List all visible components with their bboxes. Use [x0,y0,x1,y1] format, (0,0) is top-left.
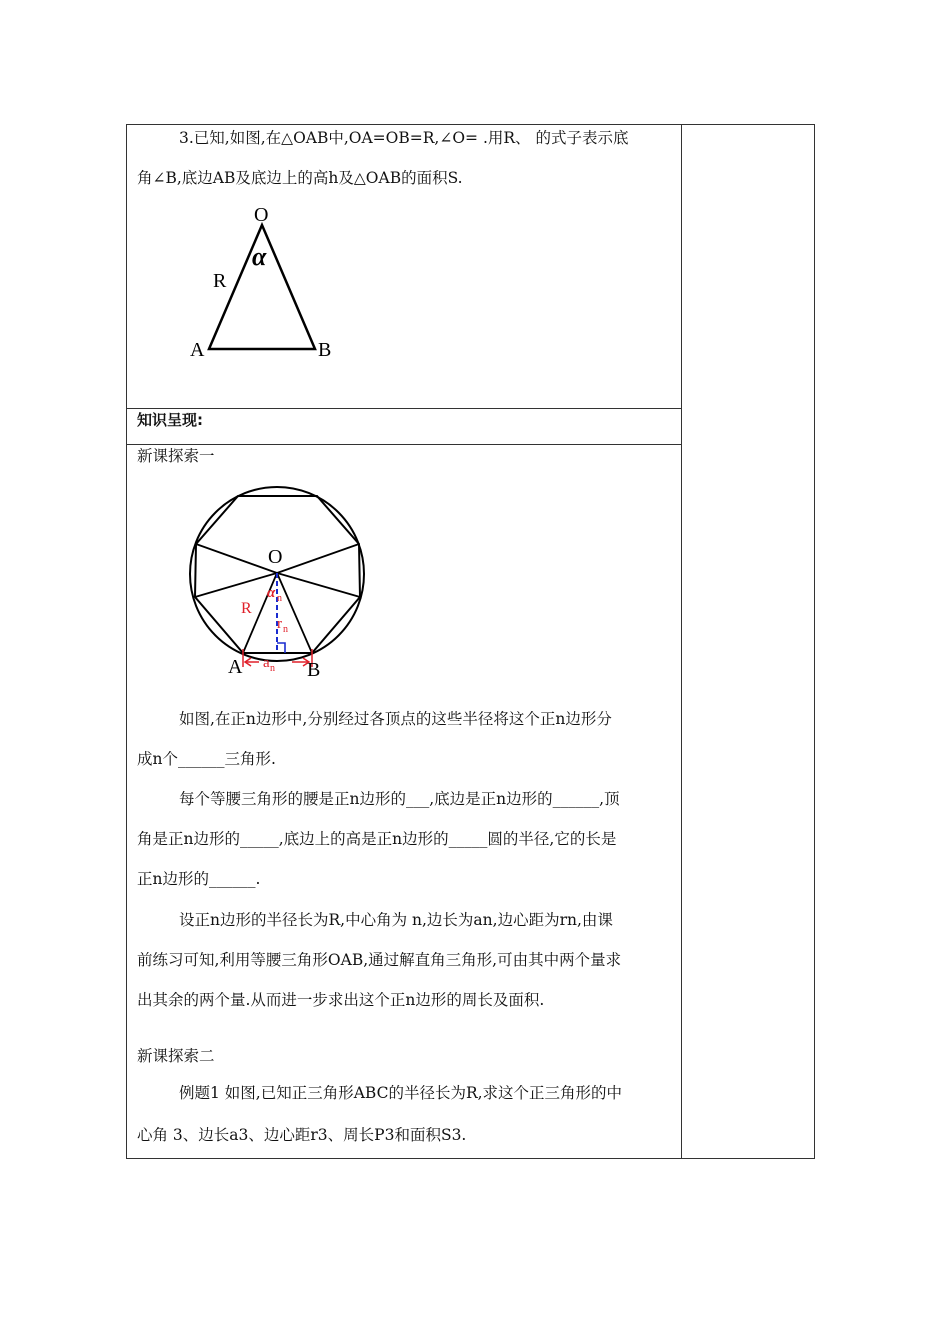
explore1-para2-line2: 角是正n边形的_____,底边上的高是正n边形的_____圆的半径,它的长是 [137,830,617,848]
triangle-figure [127,125,681,408]
explore2-example-line1: 例题1 如图,已知正三角形ABC的半径长为R,求这个正三角形的中 [179,1084,623,1102]
polygon-label-o: O [268,546,283,568]
triangle-label-r: R [213,270,227,292]
polygon-label-rn-sub: n [283,624,288,635]
problem3-line2: 角∠B,底边AB及底边上的高h及△OAB的面积S. [137,169,463,187]
column-divider [681,125,682,1158]
polygon-label-alpha: α [267,585,276,601]
triangle-label-o: O [254,204,269,226]
explore1-para3-line1: 设正n边形的半径长为R,中心角为 n,边长为an,边心距为rn,由课 [179,911,613,929]
triangle-label-alpha: α [252,242,267,271]
explore1-para1-line1: 如图,在正n边形中,分别经过各顶点的这些半径将这个正n边形分 [179,710,612,728]
explore1-para2-line3: 正n边形的______. [137,870,261,888]
polygon-label-rn: r [277,616,282,632]
polygon-label-b: B [307,659,321,681]
triangle-label-a: A [190,339,205,361]
explore2-example-line2: 心角 3、边长a3、边心距r3、周长P3和面积S3. [137,1126,467,1144]
polygon-label-an-sub: n [270,663,275,674]
polygon-label-a: A [228,656,243,678]
explore1-heading: 新课探索一 [137,447,215,465]
explore1-para2-line1: 每个等腰三角形的腰是正n边形的___,底边是正n边形的______,顶 [179,790,620,808]
worksheet-table [126,124,815,1159]
explore1-para1-line2: 成n个______三角形. [137,750,276,768]
explore2-heading: 新课探索二 [137,1047,215,1065]
explore1-para3-line3: 出其余的两个量.从而进一步求出这个正n边形的周长及面积. [137,991,545,1009]
problem3-line1: 3.已知,如图,在△OAB中,OA=OB=R,∠O= .用R、 的式子表示底 [179,129,629,147]
explore1-para3-line2: 前练习可知,利用等腰三角形OAB,通过解直角三角形,可由其中两个量求 [137,951,622,969]
triangle-label-b: B [318,339,332,361]
polygon-label-r: R [241,600,252,617]
polygon-figure [127,445,681,685]
section-knowledge-heading: 知识呈现: [137,411,203,429]
polygon-label-alpha-sub: n [277,593,282,604]
right-angle-marker [277,643,285,653]
polygon-label-an: a [263,655,270,671]
